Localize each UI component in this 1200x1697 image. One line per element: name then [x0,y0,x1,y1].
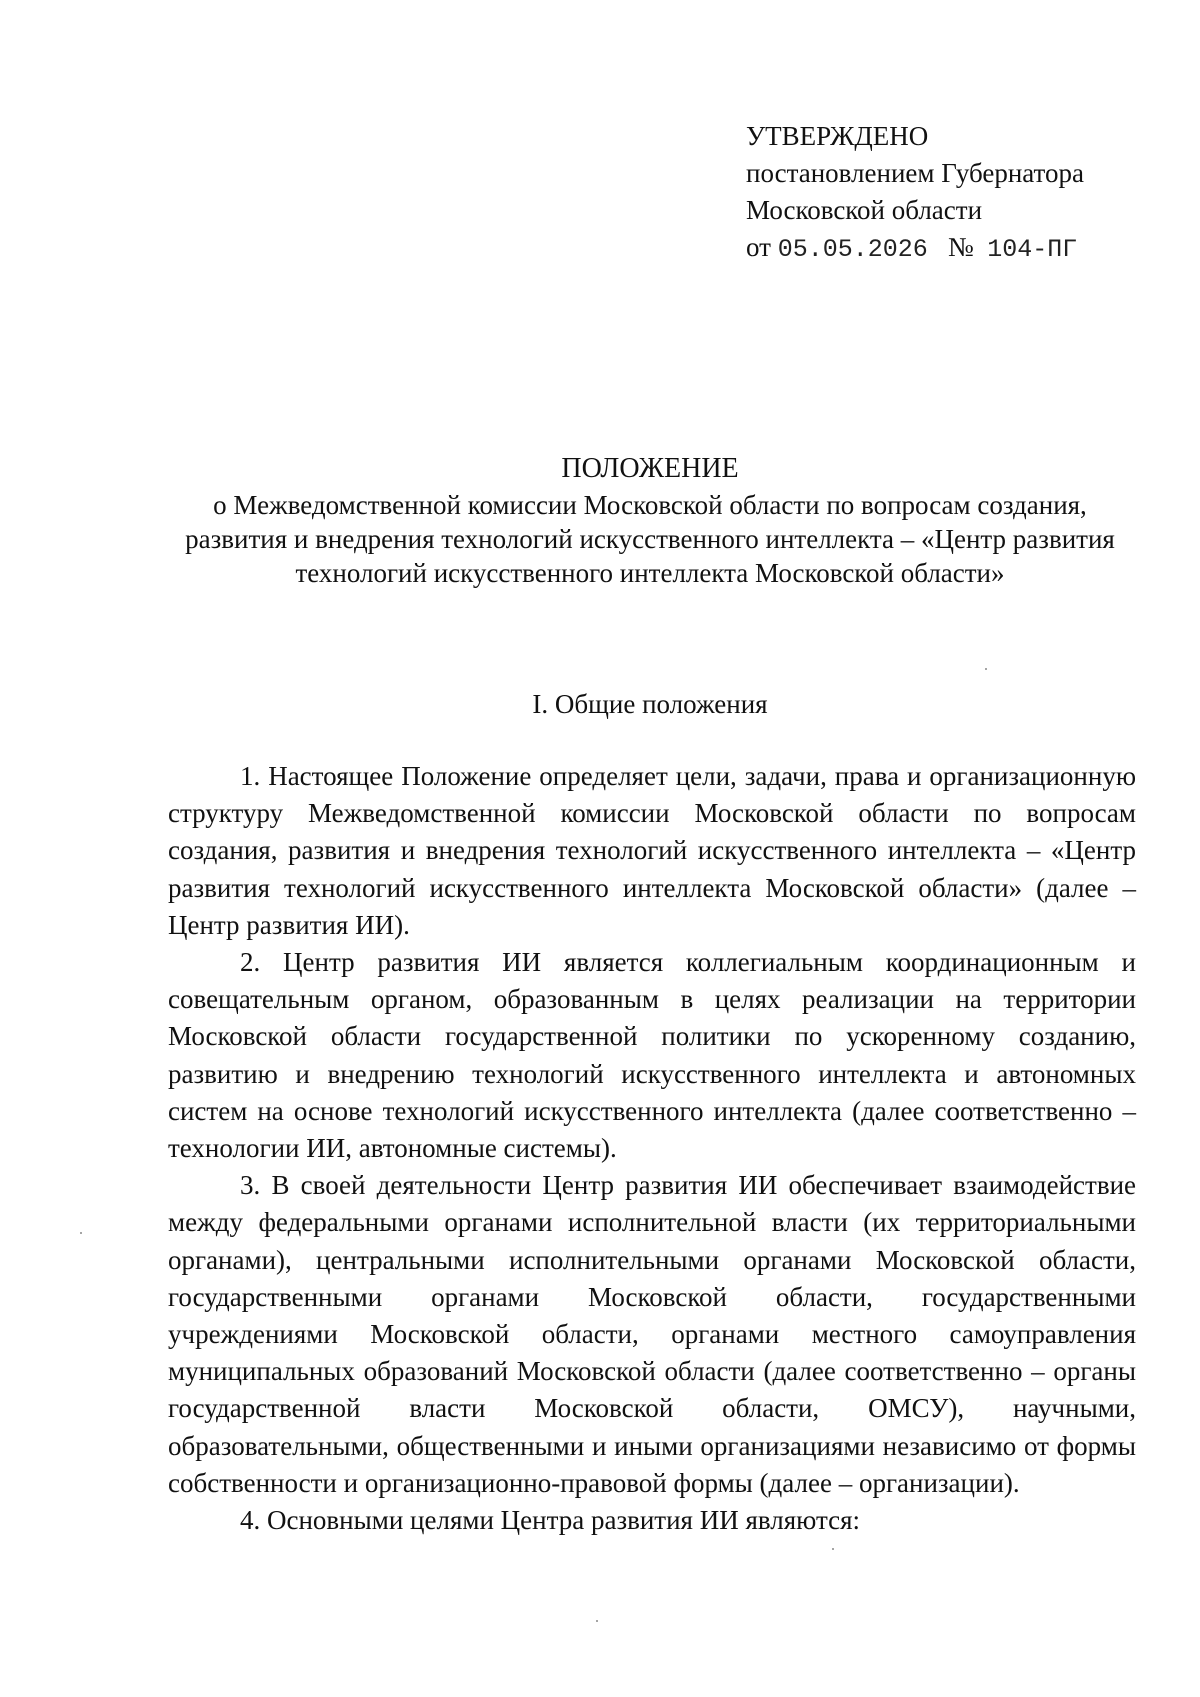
document-subtitle: о Межведомственной комиссии Московской области по вопросам создания, развития и внедрения технологий искусственного интеллекта – «Центр развития технологий искусственного интеллекта Московской области» [185,490,1115,588]
number-sign: № [947,232,974,262]
approval-line-1: постановлением Губернатора [746,158,1084,188]
scan-speck [596,1620,598,1622]
approval-date: 05.05.2026 [777,235,928,264]
approval-stamp [746,118,1084,268]
scan-speck [80,1232,82,1234]
scan-speck [832,1548,834,1550]
scan-speck [985,668,987,670]
paragraph-1: 1. Настоящее Положение определяет цели, задачи, права и организационную структуру Межведомственной комиссии Московской области по вопросам создания, развития и внедрения технологий искусственного интеллекта – «Центр развития технологий искусственного интеллекта Московской области» (далее – Центр развития ИИ). [168,761,1136,940]
approval-heading: УТВЕРЖДЕНО [746,121,929,151]
paragraph-2: 2. Центр развития ИИ является коллегиальным координационным и совещательным органом, образованным в целях реализации на территории Московской области государственной политики по ускоренному созданию, развитию и внедрению технологий искусственного интеллекта и автономных систем на основе технологий искусственного интеллекта (далее соответственно – технологии ИИ, автономные системы). [168,947,1136,1164]
approval-line-2: Московской области [746,195,983,225]
approval-number: 104-ПГ [987,235,1078,264]
date-prefix: от [746,232,771,262]
approval-date-line [746,229,1084,268]
paragraph-4: 4. Основными целями Центра развития ИИ являются: [240,1505,861,1536]
section-heading: I. Общие положения [532,689,768,719]
document-title: ПОЛОЖЕНИЕ [561,453,739,484]
paragraph-3: 3. В своей деятельности Центр развития ИИ обеспечивает взаимодействие между федеральными органами исполнительной власти (их территориальными органами), центральными исполнительными органами Московской области, государственными органами Московской области, государственными учреждениями Московской области, органами местного самоуправления муниципальных образований Московской области (далее соответственно – органы государственной власти Московской области, ОМСУ), научными, образовательными, общественными и иными организациями независимо от формы собственности и организационно-правовой формы (далее – организации). [168,1170,1136,1498]
document-title-block [150,452,1150,590]
document-body [168,758,1136,1539]
